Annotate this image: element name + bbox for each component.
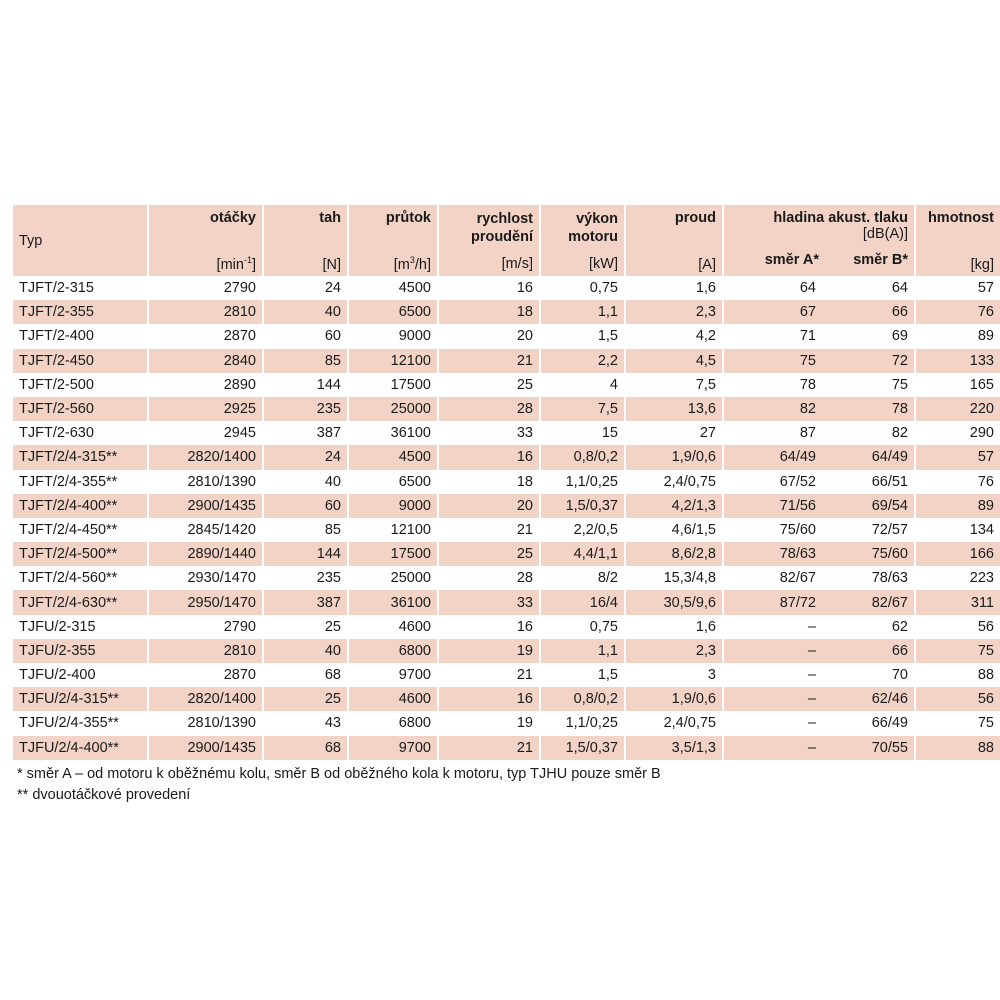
cell-hmotnost: 223	[969, 570, 994, 587]
cell-proud: 2,3	[625, 300, 723, 324]
cell-prutok: 9000	[348, 324, 438, 348]
cell-hladina	[723, 349, 915, 373]
cell-tah: 387	[263, 421, 348, 445]
cell-hladina	[723, 445, 915, 469]
header-vykon-label-1: výkon	[576, 211, 618, 227]
cell-typ: TJFU/2/4-400**	[13, 736, 148, 760]
cell-rychlost: 28	[438, 397, 540, 421]
table-row	[13, 542, 1000, 566]
table-row	[13, 687, 1000, 711]
cell-vykon: 7,5	[540, 397, 625, 421]
header-proud-label: proud	[674, 210, 716, 226]
cell-otacky: 2810	[148, 300, 263, 324]
table-header	[13, 205, 1000, 276]
cell-smer-b: 72	[891, 352, 908, 369]
cell-rychlost: 28	[438, 566, 540, 590]
cell-hmotnost: 220	[915, 397, 1000, 421]
cell-prutok: 9700	[348, 663, 438, 687]
cell-smer-a: –	[807, 667, 816, 684]
cell-otacky: 2870	[148, 324, 263, 348]
table-row	[13, 445, 1000, 469]
cell-vykon: 0,75	[540, 276, 625, 300]
cell-otacky: 2930/1470	[148, 566, 263, 590]
header-tah	[263, 205, 348, 276]
cell-smer-a: 71	[799, 328, 816, 345]
cell-smer-b: 70	[891, 667, 908, 684]
header-rychlost-label-1: rychlost	[476, 211, 533, 227]
cell-vykon: 4	[540, 373, 625, 397]
cell-rychlost: 33	[438, 590, 540, 614]
cell-hmotnost: 133	[915, 349, 1000, 373]
cell-typ: TJFT/2/4-560**	[13, 566, 148, 590]
header-tah-label: tah	[319, 210, 341, 226]
cell-otacky: 2790	[148, 615, 263, 639]
cell-rychlost: 21	[438, 349, 540, 373]
cell-prutok: 25000	[348, 397, 438, 421]
cell-smer-a: –	[807, 739, 816, 756]
cell-rychlost: 16	[438, 276, 540, 300]
cell-hmotnost: 56	[915, 687, 1000, 711]
cell-smer-a: 87/72	[779, 594, 816, 611]
cell-smer-b: 75	[891, 376, 908, 393]
header-vykon-unit: [kW]	[589, 256, 618, 272]
cell-proud: 4,2	[625, 324, 723, 348]
header-hmotnost-label: hmotnost	[927, 210, 994, 226]
cell-smer-a: 71/56	[779, 497, 816, 514]
cell-hladina	[723, 421, 915, 445]
cell-hladina	[723, 663, 915, 687]
cell-proud: 3,5/1,3	[625, 736, 723, 760]
cell-otacky: 2810/1390	[148, 470, 263, 494]
cell-smer-b: 69/54	[871, 497, 908, 514]
cell-proud: 1,6	[625, 276, 723, 300]
cell-smer-a: –	[807, 715, 816, 732]
cell-hladina	[723, 470, 915, 494]
cell-smer-b: 78/63	[871, 570, 908, 587]
cell-smer-b: 70/55	[871, 739, 908, 756]
header-typ	[13, 205, 148, 276]
cell-smer-a: 87	[799, 425, 816, 442]
header-vykon	[540, 205, 625, 276]
cell-rychlost: 21	[438, 518, 540, 542]
cell-hmotnost: 88	[915, 736, 1000, 760]
cell-hladina	[723, 324, 915, 348]
cell-rychlost: 19	[438, 711, 540, 735]
cell-proud: 4,6/1,5	[625, 518, 723, 542]
cell-hmotnost: 89	[977, 328, 994, 345]
cell-prutok: 4600	[348, 687, 438, 711]
cell-tah: 235	[263, 397, 348, 421]
table-row	[13, 711, 1000, 735]
cell-otacky: 2890/1440	[148, 542, 263, 566]
cell-rychlost: 21	[438, 663, 540, 687]
cell-prutok: 4600	[348, 615, 438, 639]
cell-tah: 387	[263, 590, 348, 614]
cell-typ: TJFT/2/4-315**	[13, 445, 148, 469]
header-rychlost-unit: [m/s]	[501, 256, 533, 272]
table-row	[13, 421, 1000, 445]
cell-tah: 85	[263, 518, 348, 542]
header-otacky-unit: $[\min^{-1}]$	[216, 255, 256, 273]
cell-prutok: 12100	[348, 349, 438, 373]
cell-vykon: 16/4	[540, 590, 625, 614]
cell-otacky: 2845/1420	[148, 518, 263, 542]
cell-smer-a: 82	[799, 401, 816, 418]
cell-smer-a: 75	[799, 352, 816, 369]
cell-tah: 24	[263, 276, 348, 300]
cell-hladina	[723, 518, 915, 542]
table-row	[13, 518, 1000, 542]
table-row	[13, 373, 1000, 397]
cell-otacky: 2840	[148, 349, 263, 373]
cell-smer-b: 64/49	[871, 449, 908, 466]
cell-rychlost: 16	[438, 445, 540, 469]
cell-smer-a: 78/63	[779, 546, 816, 563]
footnote-dual-speed: ** dvouotáčkové provedení	[17, 786, 191, 803]
cell-prutok: 12100	[348, 518, 438, 542]
cell-otacky: 2890	[148, 373, 263, 397]
cell-prutok: 6800	[348, 639, 438, 663]
cell-hmotnost: 57	[977, 280, 994, 297]
cell-smer-b: 82	[891, 425, 908, 442]
cell-rychlost: 33	[438, 421, 540, 445]
cell-tah: 40	[263, 639, 348, 663]
cell-smer-a: 64	[799, 280, 816, 297]
cell-tah: 25	[263, 687, 348, 711]
cell-smer-a: 64/49	[779, 449, 816, 466]
table-row	[13, 663, 1000, 687]
cell-prutok: 36100	[348, 421, 438, 445]
cell-vykon: 1,1	[540, 300, 625, 324]
cell-typ: TJFT/2-450	[13, 349, 148, 373]
cell-proud: 4,5	[625, 349, 723, 373]
cell-vykon: 0,75	[540, 615, 625, 639]
cell-hladina	[723, 276, 915, 300]
cell-hmotnost: 134	[969, 521, 994, 538]
cell-proud: 1,6	[625, 615, 723, 639]
cell-vykon: 1,1	[540, 639, 625, 663]
cell-tah: 68	[263, 736, 348, 760]
header-hladina-label: hladina akust. tlaku	[773, 210, 908, 226]
cell-rychlost: 20	[438, 494, 540, 518]
cell-proud: 3	[625, 663, 723, 687]
cell-hladina	[723, 542, 915, 566]
table-row	[13, 566, 1000, 590]
cell-vykon: 0,8/0,2	[540, 445, 625, 469]
table-row	[13, 494, 1000, 518]
header-otacky	[148, 205, 263, 276]
cell-hladina	[723, 615, 915, 639]
cell-hladina	[723, 494, 915, 518]
cell-proud: 2,4/0,75	[625, 711, 723, 735]
table-row	[13, 349, 1000, 373]
cell-typ: TJFT/2-500	[13, 373, 148, 397]
cell-typ: TJFU/2/4-315**	[13, 687, 148, 711]
header-proud	[625, 205, 723, 276]
cell-hmotnost: 76	[977, 473, 994, 490]
cell-hladina	[723, 373, 915, 397]
cell-hladina	[723, 590, 915, 614]
cell-prutok: 6500	[348, 300, 438, 324]
cell-otacky: 2945	[148, 421, 263, 445]
cell-smer-a: 75/60	[779, 521, 816, 538]
cell-hmotnost: 76	[915, 300, 1000, 324]
cell-proud: 2,3	[625, 639, 723, 663]
cell-otacky: 2820/1400	[148, 445, 263, 469]
cell-hmotnost: 311	[915, 590, 1000, 614]
cell-smer-b: 69	[891, 328, 908, 345]
cell-tah: 68	[263, 663, 348, 687]
header-smer-b: směr B*	[853, 252, 908, 268]
cell-hmotnost: 165	[969, 376, 994, 393]
cell-smer-b: 66	[891, 642, 908, 659]
cell-typ: TJFU/2-355	[13, 639, 148, 663]
cell-smer-b: 72/57	[871, 521, 908, 538]
cell-typ: TJFT/2/4-355**	[13, 470, 148, 494]
cell-proud: 4,2/1,3	[625, 494, 723, 518]
cell-otacky: 2820/1400	[148, 687, 263, 711]
cell-tah: 85	[263, 349, 348, 373]
cell-smer-a: 67/52	[779, 473, 816, 490]
cell-otacky: 2790	[148, 276, 263, 300]
header-hmotnost	[915, 205, 1000, 276]
cell-proud: 1,9/0,6	[625, 445, 723, 469]
cell-typ: TJFT/2-630	[13, 421, 148, 445]
cell-prutok: 6800	[348, 711, 438, 735]
header-smer-a: směr A*	[764, 252, 819, 268]
cell-typ: TJFT/2/4-630**	[13, 590, 148, 614]
cell-otacky: 2810/1390	[148, 711, 263, 735]
cell-smer-b: 64	[891, 280, 908, 297]
cell-tah: 235	[263, 566, 348, 590]
cell-smer-b: 62	[891, 618, 908, 635]
cell-prutok: 4500	[348, 276, 438, 300]
cell-tah: 40	[263, 300, 348, 324]
cell-tah: 144	[263, 542, 348, 566]
cell-vykon: 1,1/0,25	[540, 470, 625, 494]
cell-rychlost: 16	[438, 615, 540, 639]
fan-spec-sheet	[13, 205, 994, 806]
cell-smer-b: 66/49	[871, 715, 908, 732]
cell-prutok: 17500	[348, 542, 438, 566]
cell-smer-b: 66/51	[871, 473, 908, 490]
header-hladina-unit: [dB(A)]	[862, 226, 908, 242]
cell-vykon: 1,5	[540, 324, 625, 348]
cell-rychlost: 19	[438, 639, 540, 663]
header-hladina	[723, 205, 915, 276]
cell-proud: 27	[625, 421, 723, 445]
cell-typ: TJFT/2-560	[13, 397, 148, 421]
cell-otacky: 2925	[148, 397, 263, 421]
cell-vykon: 1,5	[540, 663, 625, 687]
cell-tah: 60	[263, 494, 348, 518]
cell-proud: 7,5	[625, 373, 723, 397]
cell-smer-b: 82/67	[871, 594, 908, 611]
cell-hmotnost: 89	[915, 494, 1000, 518]
cell-vykon: 2,2/0,5	[540, 518, 625, 542]
cell-typ: TJFU/2/4-355**	[13, 711, 148, 735]
table-body	[13, 276, 1000, 760]
header-prutok-unit: $[m^3/h]$	[393, 255, 431, 273]
cell-proud: 1,9/0,6	[625, 687, 723, 711]
cell-otacky: 2900/1435	[148, 494, 263, 518]
cell-vykon: 1,1/0,25	[540, 711, 625, 735]
cell-hmotnost: 75	[915, 639, 1000, 663]
cell-proud: 2,4/0,75	[625, 470, 723, 494]
header-prutok-label: průtok	[385, 210, 431, 226]
cell-typ: TJFT/2-355	[13, 300, 148, 324]
cell-smer-a: 67	[799, 304, 816, 321]
cell-tah: 144	[263, 373, 348, 397]
cell-otacky: 2810	[148, 639, 263, 663]
cell-prutok: 36100	[348, 590, 438, 614]
header-proud-unit: [A]	[698, 257, 716, 273]
cell-vykon: 8/2	[540, 566, 625, 590]
cell-vykon: 2,2	[540, 349, 625, 373]
cell-hmotnost: 75	[977, 715, 994, 732]
cell-vykon: 0,8/0,2	[540, 687, 625, 711]
table-row	[13, 324, 1000, 348]
cell-tah: 25	[263, 615, 348, 639]
header-hmotnost-unit: [kg]	[970, 257, 994, 273]
cell-prutok: 25000	[348, 566, 438, 590]
table-row	[13, 590, 1000, 614]
cell-tah: 43	[263, 711, 348, 735]
cell-rychlost: 20	[438, 324, 540, 348]
cell-rychlost: 21	[438, 736, 540, 760]
cell-prutok: 6500	[348, 470, 438, 494]
header-otacky-label: otáčky	[210, 210, 256, 226]
cell-vykon: 15	[540, 421, 625, 445]
cell-hladina	[723, 639, 915, 663]
cell-proud: 15,3/4,8	[625, 566, 723, 590]
cell-hladina	[723, 687, 915, 711]
cell-proud: 13,6	[625, 397, 723, 421]
cell-typ: TJFT/2/4-500**	[13, 542, 148, 566]
cell-hladina	[723, 736, 915, 760]
cell-tah: 24	[263, 445, 348, 469]
cell-smer-b: 66	[891, 304, 908, 321]
cell-hladina	[723, 566, 915, 590]
header-vykon-label-2: motoru	[568, 229, 618, 245]
cell-typ: TJFT/2/4-400**	[13, 494, 148, 518]
cell-typ: TJFU/2-315	[13, 615, 148, 639]
cell-otacky: 2950/1470	[148, 590, 263, 614]
table-row	[13, 276, 1000, 300]
table-row	[13, 615, 1000, 639]
table-row	[13, 639, 1000, 663]
cell-smer-a: –	[807, 642, 816, 659]
cell-proud: 30,5/9,6	[625, 590, 723, 614]
cell-hmotnost: 290	[969, 425, 994, 442]
cell-hmotnost: 56	[977, 618, 994, 635]
cell-typ: TJFT/2-400	[13, 324, 148, 348]
cell-tah: 40	[263, 470, 348, 494]
table-row	[13, 470, 1000, 494]
cell-rychlost: 25	[438, 542, 540, 566]
header-rychlost	[438, 205, 540, 276]
cell-hmotnost: 57	[915, 445, 1000, 469]
cell-rychlost: 16	[438, 687, 540, 711]
cell-smer-a: –	[807, 618, 816, 635]
cell-prutok: 17500	[348, 373, 438, 397]
cell-vykon: 4,4/1,1	[540, 542, 625, 566]
cell-rychlost: 18	[438, 470, 540, 494]
cell-smer-b: 75/60	[871, 546, 908, 563]
cell-prutok: 9000	[348, 494, 438, 518]
cell-hladina	[723, 397, 915, 421]
cell-typ: TJFT/2-315	[13, 276, 148, 300]
cell-rychlost: 25	[438, 373, 540, 397]
footnotes	[13, 764, 987, 806]
cell-smer-b: 62/46	[871, 691, 908, 708]
cell-prutok: 9700	[348, 736, 438, 760]
cell-otacky: 2900/1435	[148, 736, 263, 760]
cell-vykon: 1,5/0,37	[540, 494, 625, 518]
header-prutok	[348, 205, 438, 276]
cell-hladina	[723, 300, 915, 324]
cell-typ: TJFT/2/4-450**	[13, 518, 148, 542]
cell-typ: TJFU/2-400	[13, 663, 148, 687]
cell-rychlost: 18	[438, 300, 540, 324]
table-row	[13, 397, 1000, 421]
cell-smer-a: 82/67	[779, 570, 816, 587]
cell-smer-a: –	[807, 691, 816, 708]
cell-vykon: 1,5/0,37	[540, 736, 625, 760]
spec-table	[13, 205, 1000, 760]
cell-proud: 8,6/2,8	[625, 542, 723, 566]
table-row	[13, 736, 1000, 760]
header-rychlost-label-2: proudění	[470, 229, 533, 245]
header-typ-label: Typ	[19, 232, 43, 249]
cell-otacky: 2870	[148, 663, 263, 687]
header-tah-unit: [N]	[322, 257, 341, 273]
cell-smer-b: 78	[891, 401, 908, 418]
footnote-direction: * směr A – od motoru k oběžnému kolu, směr B od oběžného kola k motoru, typ TJHU pouze směr B	[17, 765, 661, 782]
cell-smer-a: 78	[799, 376, 816, 393]
cell-prutok: 4500	[348, 445, 438, 469]
cell-hmotnost: 166	[915, 542, 1000, 566]
cell-tah: 60	[263, 324, 348, 348]
cell-hmotnost: 88	[977, 667, 994, 684]
table-row	[13, 300, 1000, 324]
cell-hladina	[723, 711, 915, 735]
